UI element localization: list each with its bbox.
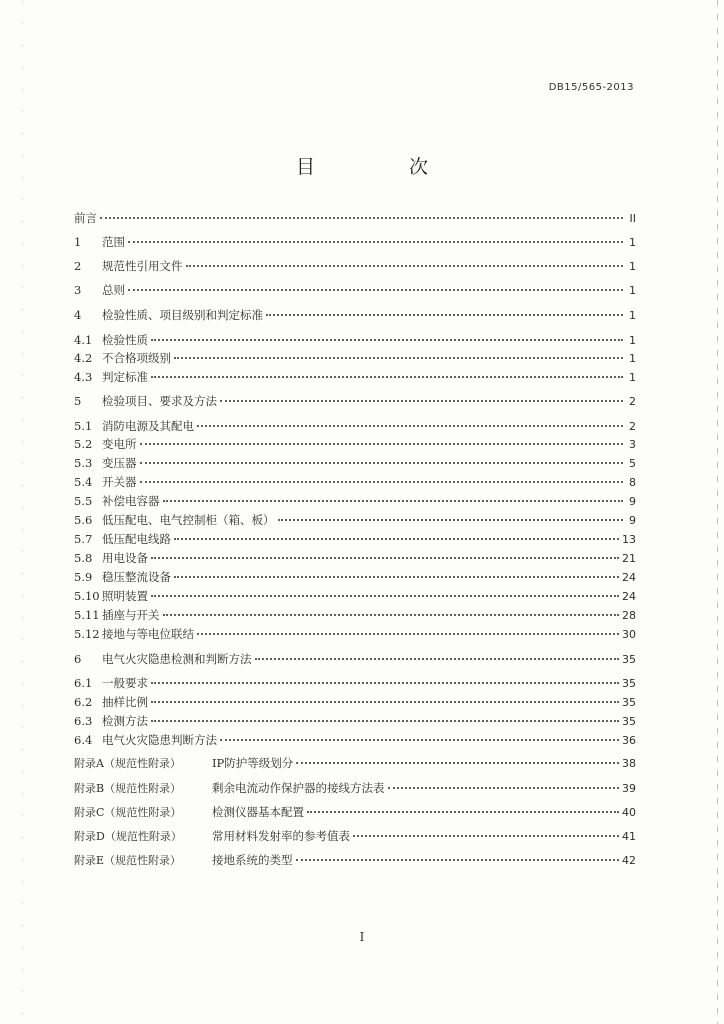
toc-leader-dots [197, 621, 619, 635]
toc-leader-dots [197, 413, 623, 427]
toc-leader-dots [255, 646, 620, 660]
toc-entry-number: 附录B（规范性附录） [74, 782, 182, 795]
toc-leader-dots [307, 799, 619, 813]
toc-entry-number: 5 [74, 394, 82, 408]
toc-leader-dots [278, 507, 624, 521]
toc-entry-title: 检测方法 [102, 714, 148, 728]
toc-title: 目 次 [295, 156, 473, 178]
toc-entry-page: 28 [622, 609, 636, 622]
toc-entry[interactable] [74, 305, 636, 323]
toc-entry-number: 5.10 [74, 589, 100, 603]
toc-entry[interactable] [74, 730, 636, 748]
toc-entry-page: 30 [622, 628, 636, 641]
toc-entry-title: IP防护等级划分 [212, 756, 294, 770]
toc-leader-dots [163, 602, 620, 616]
toc-entry-page: 35 [622, 696, 636, 709]
toc-leader-dots [128, 229, 623, 243]
toc-entry-title: 开关器 [102, 475, 137, 489]
toc-entry-number: 4.1 [74, 333, 93, 347]
toc-leader-dots [128, 277, 623, 291]
toc-entry-page: 2 [629, 395, 636, 408]
toc-entry-page: 39 [622, 782, 636, 795]
toc-entry[interactable] [74, 232, 636, 250]
toc-entry-number: 5.3 [74, 456, 93, 470]
toc-entry-page: 1 [629, 352, 636, 365]
toc-leader-dots [174, 526, 619, 540]
toc-entry-number: 1 [74, 235, 82, 249]
toc-leader-dots [220, 727, 619, 741]
toc-entry-number: 4.2 [74, 351, 93, 365]
toc-entry-page: 38 [622, 757, 636, 770]
toc-entry-number: 5.9 [74, 570, 93, 584]
toc-leader-dots [140, 469, 624, 483]
toc-entry-title: 消防电源及其配电 [102, 419, 194, 433]
toc-entry-title: 总则 [102, 283, 125, 297]
toc-entry[interactable] [74, 826, 636, 844]
toc-leader-dots [140, 431, 624, 445]
toc-entry[interactable] [74, 367, 636, 385]
toc-leader-dots [151, 689, 619, 703]
standard-code: DB15/565-2013 [548, 82, 634, 93]
toc-entry-page: 42 [622, 854, 636, 867]
toc-entry-page: 40 [622, 806, 636, 819]
toc-entry-page: 35 [622, 677, 636, 690]
toc-entry-title: 检验性质 [102, 333, 148, 347]
toc-entry-number: 5.12 [74, 627, 100, 641]
toc-entry-number: 2 [74, 259, 82, 273]
toc-entry-page: II [629, 212, 636, 225]
page-number: I [359, 930, 365, 944]
toc-entry-title: 补偿电容器 [102, 494, 160, 508]
toc-entry-title: 范围 [102, 235, 125, 249]
toc-entry-title: 电气火灾隐患判断方法 [102, 733, 217, 747]
toc-entry-title: 用电设备 [102, 551, 148, 565]
toc-entry-page: 35 [622, 653, 636, 666]
toc-entry-number: 5.1 [74, 419, 93, 433]
toc-entry[interactable] [74, 753, 636, 771]
toc-entry-title: 接地与等电位联结 [102, 627, 194, 641]
toc-entry-number: 5.7 [74, 532, 93, 546]
toc-entry-page: 24 [622, 590, 636, 603]
toc-entry-page: 1 [629, 334, 636, 347]
toc-entry-title: 接地系统的类型 [212, 853, 293, 867]
toc-leader-dots [151, 583, 619, 597]
toc-entry-number: 附录E（规范性附录） [74, 854, 182, 867]
toc-entry-title: 变电所 [102, 437, 137, 451]
toc-entry[interactable] [74, 850, 636, 868]
toc-entry-title: 照明装置 [102, 589, 148, 603]
toc-entry-page: 3 [629, 438, 636, 451]
toc-entry-page: 35 [622, 715, 636, 728]
toc-entry-title: 检验项目、要求及方法 [102, 394, 217, 408]
toc-entry-page: 1 [629, 260, 636, 273]
toc-entry-title: 剩余电流动作保护器的接线方法表 [212, 781, 385, 795]
toc-entry-title: 前言 [74, 211, 97, 225]
toc-leader-dots [296, 750, 619, 764]
toc-entry-title: 判定标准 [102, 370, 148, 384]
toc-entry[interactable] [74, 208, 636, 226]
toc-leader-dots [151, 708, 619, 722]
toc-entry-title: 一般要求 [102, 676, 148, 690]
toc-entry-title: 变压器 [102, 456, 137, 470]
toc-entry-page: 13 [622, 533, 636, 546]
toc-entry-number: 附录A（规范性附录） [74, 757, 181, 770]
toc-leader-dots [163, 488, 624, 502]
toc-entry-number: 4.3 [74, 370, 93, 384]
toc-entry-number: 6 [74, 652, 82, 666]
toc-entry-number: 6.4 [74, 733, 93, 747]
toc-entry[interactable] [74, 256, 636, 274]
toc-entry[interactable] [74, 778, 636, 796]
toc-entry-number: 6.2 [74, 695, 93, 709]
toc-entry-title: 检测仪器基本配置 [212, 805, 304, 819]
toc-entry-number: 5.8 [74, 551, 93, 565]
toc-entry-title: 电气火灾隐患检测和判断方法 [102, 652, 252, 666]
toc-entry[interactable] [74, 802, 636, 820]
toc-entry-page: 1 [629, 371, 636, 384]
toc-entry[interactable] [74, 624, 636, 642]
toc-entry-page: 24 [622, 571, 636, 584]
toc-leader-dots [296, 847, 620, 861]
toc-entry-title: 常用材料发射率的参考值表 [212, 829, 350, 843]
toc-entry-number: 5.2 [74, 437, 93, 451]
toc-leader-dots [186, 253, 624, 267]
toc-entry-page: 1 [629, 309, 636, 322]
toc-entry-page: 2 [629, 420, 636, 433]
toc-entry-number: 附录D（规范性附录） [74, 830, 182, 843]
toc-leader-dots [151, 364, 623, 378]
toc-leader-dots [174, 564, 619, 578]
toc-leader-dots [266, 302, 623, 316]
toc-entry-page: 41 [622, 830, 636, 843]
toc-entry-number: 4 [74, 308, 82, 322]
toc-entry[interactable] [74, 649, 636, 667]
toc-entry-title: 低压配电、电气控制柜（箱、板） [102, 513, 275, 527]
toc-leader-dots [151, 327, 623, 341]
toc-leader-dots [353, 823, 619, 837]
toc-entry-title: 检验性质、项目级别和判定标准 [102, 308, 263, 322]
toc-entry-page: 5 [629, 457, 636, 470]
toc-entry-number: 5.5 [74, 494, 93, 508]
toc-entry-page: 9 [629, 514, 636, 527]
toc-leader-dots [220, 388, 623, 402]
toc-entry-page: 1 [629, 284, 636, 297]
toc-entry-page: 9 [629, 495, 636, 508]
toc-entry-page: 1 [629, 236, 636, 249]
toc-entry-number: 3 [74, 283, 82, 297]
toc-leader-dots [388, 775, 620, 789]
toc-entry[interactable] [74, 280, 636, 298]
toc-entry-number: 附录C（规范性附录） [74, 806, 182, 819]
toc-entry-number: 6.3 [74, 714, 93, 728]
toc-entry-page: 8 [629, 476, 636, 489]
toc-entry-page: 21 [622, 552, 636, 565]
toc-entry-title: 规范性引用文件 [102, 259, 183, 273]
toc-entry-title: 低压配电线路 [102, 532, 171, 546]
toc-leader-dots [151, 670, 619, 684]
toc-leader-dots [100, 205, 623, 219]
toc-entry-page: 36 [622, 734, 636, 747]
toc-leader-dots [174, 345, 623, 359]
toc-leader-dots [140, 450, 624, 464]
toc-entry-title: 稳压整流设备 [102, 570, 171, 584]
toc-entry[interactable] [74, 391, 636, 409]
toc-entry-number: 5.4 [74, 475, 93, 489]
toc-entry-number: 5.11 [74, 608, 100, 622]
toc-entry-number: 6.1 [74, 676, 93, 690]
toc-entry-title: 抽样比例 [102, 695, 148, 709]
toc-leader-dots [151, 545, 619, 559]
toc-entry-title: 插座与开关 [102, 608, 160, 622]
toc-entry-title: 不合格项级别 [102, 351, 171, 365]
toc-entry-number: 5.6 [74, 513, 93, 527]
